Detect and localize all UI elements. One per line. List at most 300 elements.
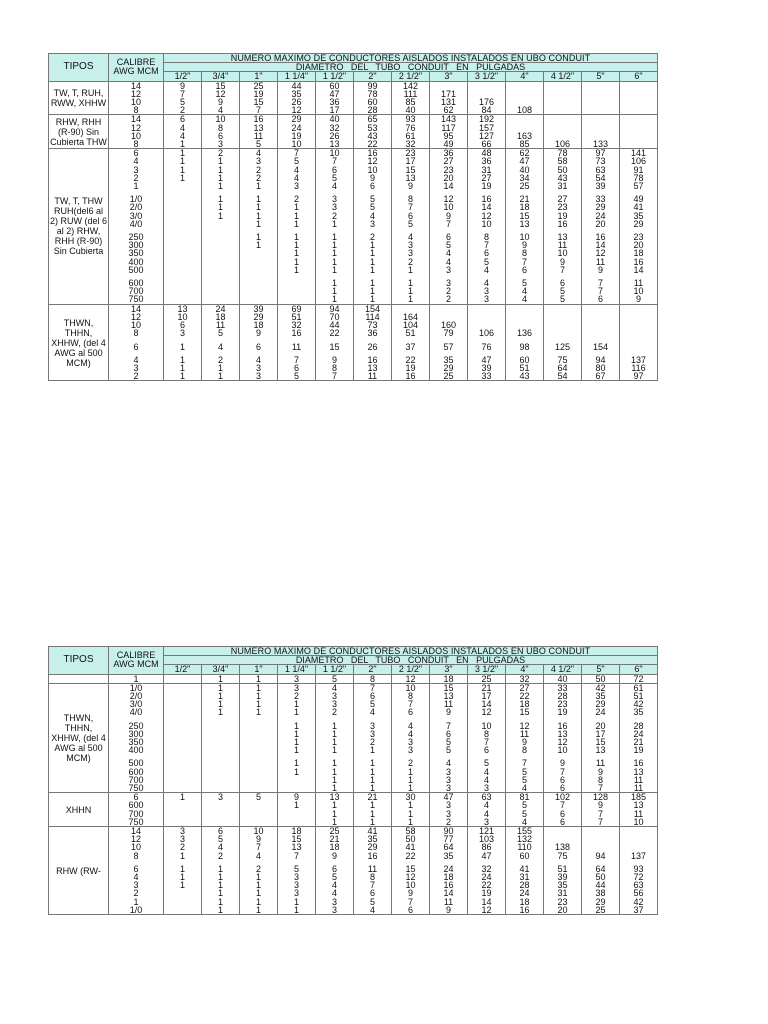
value-cell: 94 — [582, 852, 620, 860]
value-cell: 16 — [392, 372, 430, 381]
value-cell: 3 — [164, 329, 202, 337]
value-cell: 5 — [544, 295, 582, 304]
value-cell: 6 — [354, 889, 392, 897]
value-cell: 10 — [468, 220, 506, 228]
value-cell: 1 — [164, 881, 202, 889]
value-cell: 6 — [544, 776, 582, 784]
value-cell: 11 — [354, 865, 392, 873]
value-cell: 1 — [240, 873, 278, 881]
value-cell: 44 — [582, 881, 620, 889]
value-cell — [240, 287, 278, 295]
value-cell: 1 — [202, 166, 240, 174]
value-cell — [544, 313, 582, 321]
value-cell — [164, 258, 202, 266]
value-cell: 35 — [430, 356, 468, 364]
value-cell: 4 — [468, 776, 506, 784]
value-cell: 20 — [582, 220, 620, 228]
value-cell: 34 — [506, 174, 544, 182]
value-cell: 20 — [620, 241, 658, 249]
value-cell: 9 — [354, 174, 392, 182]
value-cell — [620, 132, 658, 140]
value-cell: 25 — [430, 372, 468, 381]
value-cell: 176 — [468, 98, 506, 106]
value-cell: 65 — [354, 115, 392, 124]
value-cell: 3 — [430, 768, 468, 776]
value-cell: 16 — [620, 759, 658, 767]
value-cell: 27 — [430, 157, 468, 165]
value-cell: 2 — [164, 843, 202, 851]
tipo-cell: TW, T, RUH, RWW, XHHW — [49, 81, 109, 115]
value-cell: 33 — [468, 372, 506, 381]
size-header: 1" — [240, 665, 278, 674]
value-cell: 1 — [392, 818, 430, 827]
calibre-cell: 700 — [109, 287, 164, 295]
calibre-cell: 12 — [109, 313, 164, 321]
value-cell: 4 — [316, 683, 354, 692]
value-cell: 3 — [202, 140, 240, 149]
value-cell: 7 — [544, 768, 582, 776]
value-cell — [620, 115, 658, 124]
size-header: 1/2" — [164, 665, 202, 674]
value-cell: 10 — [506, 233, 544, 241]
value-cell: 9 — [430, 708, 468, 716]
conduit-table-1 — [48, 53, 658, 381]
calibre-cell: 700 — [109, 810, 164, 818]
value-cell: 14 — [430, 889, 468, 897]
value-cell: 1 — [278, 730, 316, 738]
value-cell — [164, 708, 202, 716]
value-cell — [240, 266, 278, 274]
value-cell: 1 — [202, 203, 240, 211]
value-cell: 31 — [506, 873, 544, 881]
value-cell: 5 — [316, 174, 354, 182]
value-cell: 62 — [506, 149, 544, 158]
value-cell: 15 — [202, 81, 240, 90]
value-cell: 142 — [392, 81, 430, 90]
value-cell: 19 — [278, 132, 316, 140]
value-cell: 10 — [392, 881, 430, 889]
value-cell: 108 — [506, 106, 544, 115]
value-cell — [620, 313, 658, 321]
value-cell: 9 — [430, 906, 468, 915]
value-cell: 1 — [164, 174, 202, 182]
value-cell: 97 — [582, 149, 620, 158]
value-cell: 10 — [278, 140, 316, 149]
value-cell: 49 — [430, 140, 468, 149]
size-header: 3 1/2" — [468, 665, 506, 674]
value-cell: 51 — [392, 329, 430, 337]
value-cell: 3 — [316, 692, 354, 700]
value-cell: 5 — [240, 140, 278, 149]
value-cell: 1 — [354, 818, 392, 827]
value-cell: 3 — [316, 906, 354, 915]
value-cell: 64 — [582, 865, 620, 873]
value-cell: 13 — [582, 746, 620, 754]
value-cell: 18 — [430, 674, 468, 683]
value-cell — [240, 295, 278, 304]
value-cell: 11 — [620, 776, 658, 784]
value-cell: 5 — [506, 776, 544, 784]
calibre-cell: 500 — [109, 266, 164, 274]
calibre-cell: 600 — [109, 801, 164, 809]
value-cell: 1 — [316, 759, 354, 767]
value-cell — [240, 801, 278, 809]
calibre-cell: 8 — [109, 140, 164, 149]
calibre-cell: 14 — [109, 827, 164, 836]
value-cell: 1 — [354, 810, 392, 818]
value-cell — [620, 321, 658, 329]
value-cell — [240, 768, 278, 776]
value-cell: 18 — [506, 700, 544, 708]
calibre-cell: 400 — [109, 746, 164, 754]
value-cell: 4 — [316, 889, 354, 897]
value-cell: 4 — [278, 174, 316, 182]
table-row — [49, 220, 658, 228]
value-cell: 21 — [354, 793, 392, 802]
value-cell — [164, 722, 202, 730]
value-cell: 29 — [430, 364, 468, 372]
table-row — [49, 266, 658, 274]
value-cell: 19 — [544, 708, 582, 716]
value-cell: 6 — [354, 182, 392, 190]
value-cell: 16 — [354, 149, 392, 158]
value-cell: 7 — [544, 801, 582, 809]
value-cell: 1 — [278, 203, 316, 211]
value-cell: 15 — [392, 166, 430, 174]
value-cell: 90 — [430, 827, 468, 836]
value-cell: 1 — [164, 140, 202, 149]
calibre-cell: 6 — [109, 149, 164, 158]
value-cell: 1 — [316, 776, 354, 784]
value-cell: 6 — [392, 906, 430, 915]
size-header: 4" — [506, 665, 544, 674]
value-cell: 5 — [506, 810, 544, 818]
value-cell: 27 — [468, 174, 506, 182]
value-cell: 8 — [468, 233, 506, 241]
value-cell — [620, 304, 658, 313]
value-cell: 60 — [354, 98, 392, 106]
table-row — [49, 708, 658, 716]
value-cell: 7 — [468, 241, 506, 249]
value-cell: 80 — [582, 364, 620, 372]
size-header: 3/4" — [202, 665, 240, 674]
value-cell: 1 — [278, 906, 316, 915]
value-cell: 3 — [278, 889, 316, 897]
value-cell: 1 — [240, 241, 278, 249]
value-cell: 70 — [316, 313, 354, 321]
value-cell — [202, 759, 240, 767]
value-cell: 3 — [430, 810, 468, 818]
value-cell — [278, 279, 316, 287]
size-header: 1 1/2" — [316, 72, 354, 81]
value-cell: 11 — [582, 759, 620, 767]
value-cell: 3 — [392, 249, 430, 257]
calibre-cell: 4 — [109, 157, 164, 165]
value-cell: 23 — [544, 203, 582, 211]
value-cell: 4 — [240, 149, 278, 158]
calibre-cell: 3 — [109, 364, 164, 372]
value-cell: 35 — [582, 692, 620, 700]
value-cell: 131 — [430, 98, 468, 106]
value-cell: 1 — [164, 149, 202, 158]
size-header: 3/4" — [202, 72, 240, 81]
value-cell: 1 — [202, 881, 240, 889]
value-cell: 160 — [430, 321, 468, 329]
value-cell: 3 — [430, 266, 468, 274]
size-header: 6" — [620, 665, 658, 674]
value-cell: 32 — [278, 321, 316, 329]
value-cell: 22 — [392, 852, 430, 860]
value-cell: 5 — [278, 865, 316, 873]
value-cell: 1 — [392, 279, 430, 287]
value-cell — [544, 321, 582, 329]
value-cell: 1 — [278, 759, 316, 767]
value-cell: 18 — [506, 898, 544, 906]
value-cell: 5 — [392, 220, 430, 228]
value-cell: 12 — [468, 906, 506, 915]
size-header: 3" — [430, 665, 468, 674]
value-cell: 3 — [316, 195, 354, 203]
value-cell: 1 — [278, 738, 316, 746]
calibre-cell: 400 — [109, 258, 164, 266]
value-cell: 26 — [278, 98, 316, 106]
value-cell: 10 — [240, 827, 278, 836]
value-cell — [164, 692, 202, 700]
value-cell: 1 — [354, 295, 392, 304]
value-cell: 1 — [354, 801, 392, 809]
value-cell: 5 — [202, 329, 240, 337]
value-cell: 14 — [620, 266, 658, 274]
value-cell: 19 — [620, 746, 658, 754]
value-cell: 54 — [544, 372, 582, 381]
value-cell: 12 — [582, 249, 620, 257]
value-cell: 2 — [240, 865, 278, 873]
table-row — [49, 906, 658, 915]
value-cell: 18 — [506, 203, 544, 211]
calibre-cell: 10 — [109, 98, 164, 106]
calibre-cell: 500 — [109, 759, 164, 767]
value-cell: 23 — [430, 166, 468, 174]
value-cell: 21 — [316, 835, 354, 843]
value-cell: 1 — [202, 889, 240, 897]
table-row — [49, 343, 658, 351]
calibre-cell: 600 — [109, 279, 164, 287]
value-cell: 7 — [278, 356, 316, 364]
value-cell — [202, 730, 240, 738]
value-cell: 36 — [316, 98, 354, 106]
calibre-cell: 4/0 — [109, 220, 164, 228]
value-cell: 125 — [544, 343, 582, 351]
value-cell: 5 — [354, 898, 392, 906]
value-cell: 3 — [240, 157, 278, 165]
table-row — [49, 674, 658, 683]
value-cell: 106 — [620, 157, 658, 165]
value-cell: 13 — [164, 304, 202, 313]
tipo-cell: THWN, THHN, XHHW, (del 4 AWG al 500 MCM) — [49, 304, 109, 381]
value-cell: 1 — [316, 220, 354, 228]
value-cell: 28 — [506, 881, 544, 889]
value-cell: 41 — [506, 865, 544, 873]
value-cell: 11 — [202, 321, 240, 329]
value-cell: 4 — [392, 722, 430, 730]
calibre-cell: 600 — [109, 768, 164, 776]
value-cell — [164, 906, 202, 915]
value-cell: 3 — [430, 279, 468, 287]
value-cell: 28 — [620, 722, 658, 730]
value-cell: 44 — [316, 321, 354, 329]
value-cell: 63 — [582, 166, 620, 174]
value-cell: 1 — [316, 279, 354, 287]
value-cell: 111 — [392, 90, 430, 98]
value-cell: 1 — [278, 241, 316, 249]
value-cell: 76 — [392, 124, 430, 132]
value-cell — [620, 827, 658, 836]
size-header: 2 1/2" — [392, 665, 430, 674]
value-cell — [164, 730, 202, 738]
value-cell: 40 — [506, 166, 544, 174]
value-cell — [164, 776, 202, 784]
value-cell: 6 — [468, 746, 506, 754]
value-cell: 9 — [582, 768, 620, 776]
value-cell: 1 — [392, 784, 430, 793]
value-cell: 3 — [468, 818, 506, 827]
value-cell: 1 — [354, 241, 392, 249]
value-cell: 4 — [468, 801, 506, 809]
value-cell: 6 — [316, 865, 354, 873]
value-cell — [582, 313, 620, 321]
value-cell: 1 — [164, 873, 202, 881]
value-cell: 6 — [506, 266, 544, 274]
value-cell: 49 — [620, 195, 658, 203]
value-cell — [620, 106, 658, 115]
value-cell: 5 — [506, 768, 544, 776]
value-cell: 1 — [354, 746, 392, 754]
value-cell: 3 — [164, 827, 202, 836]
value-cell: 63 — [468, 793, 506, 802]
value-cell — [468, 81, 506, 90]
value-cell — [506, 90, 544, 98]
value-cell: 9 — [278, 793, 316, 802]
value-cell: 164 — [392, 313, 430, 321]
value-cell: 6 — [430, 233, 468, 241]
value-cell: 62 — [430, 106, 468, 115]
value-cell — [620, 81, 658, 90]
calibre-cell: 14 — [109, 304, 164, 313]
value-cell: 6 — [164, 321, 202, 329]
value-cell: 1 — [202, 906, 240, 915]
value-cell: 1 — [202, 700, 240, 708]
value-cell — [240, 738, 278, 746]
value-cell: 1 — [202, 182, 240, 190]
value-cell: 5 — [544, 287, 582, 295]
value-cell: 47 — [430, 793, 468, 802]
value-cell: 40 — [392, 106, 430, 115]
value-cell: 10 — [544, 746, 582, 754]
value-cell: 35 — [354, 835, 392, 843]
calibre-cell: 2 — [109, 372, 164, 381]
value-cell: 5 — [354, 195, 392, 203]
value-cell: 1 — [278, 700, 316, 708]
value-cell: 4 — [202, 843, 240, 851]
value-cell: 2 — [316, 212, 354, 220]
value-cell: 4 — [468, 279, 506, 287]
value-cell: 7 — [316, 372, 354, 381]
value-cell — [164, 212, 202, 220]
value-cell: 110 — [506, 843, 544, 851]
value-cell — [202, 722, 240, 730]
value-cell: 9 — [506, 738, 544, 746]
value-cell: 137 — [620, 356, 658, 364]
value-cell: 5 — [278, 157, 316, 165]
value-cell: 18 — [620, 249, 658, 257]
calibre-cell: 1/0 — [109, 683, 164, 692]
calibre-cell: 8 — [109, 329, 164, 337]
value-cell: 78 — [620, 174, 658, 182]
value-cell: 10 — [202, 115, 240, 124]
value-cell: 4 — [430, 258, 468, 266]
value-cell: 12 — [468, 212, 506, 220]
value-cell: 12 — [354, 157, 392, 165]
value-cell — [544, 106, 582, 115]
value-cell: 86 — [468, 843, 506, 851]
value-cell — [582, 827, 620, 836]
value-cell: 14 — [468, 700, 506, 708]
value-cell — [164, 220, 202, 228]
value-cell: 106 — [544, 140, 582, 149]
value-cell: 36 — [430, 149, 468, 158]
value-cell — [544, 90, 582, 98]
value-cell: 20 — [430, 174, 468, 182]
value-cell: 12 — [544, 738, 582, 746]
value-cell: 2 — [278, 195, 316, 203]
value-cell: 5 — [430, 738, 468, 746]
value-cell: 1 — [354, 776, 392, 784]
value-cell: 1 — [354, 287, 392, 295]
value-cell: 8 — [202, 124, 240, 132]
table-row — [49, 746, 658, 754]
value-cell — [582, 98, 620, 106]
value-cell: 17 — [582, 730, 620, 738]
value-cell: 15 — [278, 835, 316, 843]
value-cell — [278, 295, 316, 304]
value-cell — [164, 746, 202, 754]
calibre-cell: 250 — [109, 233, 164, 241]
calibre-cell: 750 — [109, 784, 164, 793]
value-cell: 13 — [620, 801, 658, 809]
value-cell: 5 — [468, 258, 506, 266]
value-cell: 7 — [278, 149, 316, 158]
value-cell — [620, 124, 658, 132]
value-cell: 81 — [506, 793, 544, 802]
value-cell: 69 — [278, 304, 316, 313]
calibre-cell: 14 — [109, 81, 164, 90]
value-cell: 1 — [278, 722, 316, 730]
value-cell — [544, 81, 582, 90]
calibre-cell: 10 — [109, 321, 164, 329]
size-header: 4 1/2" — [544, 665, 582, 674]
value-cell: 26 — [316, 132, 354, 140]
value-cell: 2 — [316, 708, 354, 716]
value-cell: 18 — [240, 321, 278, 329]
value-cell: 7 — [392, 898, 430, 906]
calibre-cell: 3/0 — [109, 212, 164, 220]
value-cell: 137 — [620, 852, 658, 860]
value-cell: 20 — [544, 906, 582, 915]
value-cell: 24 — [506, 889, 544, 897]
value-cell — [164, 674, 202, 683]
value-cell: 10 — [164, 313, 202, 321]
value-cell: 4 — [316, 881, 354, 889]
